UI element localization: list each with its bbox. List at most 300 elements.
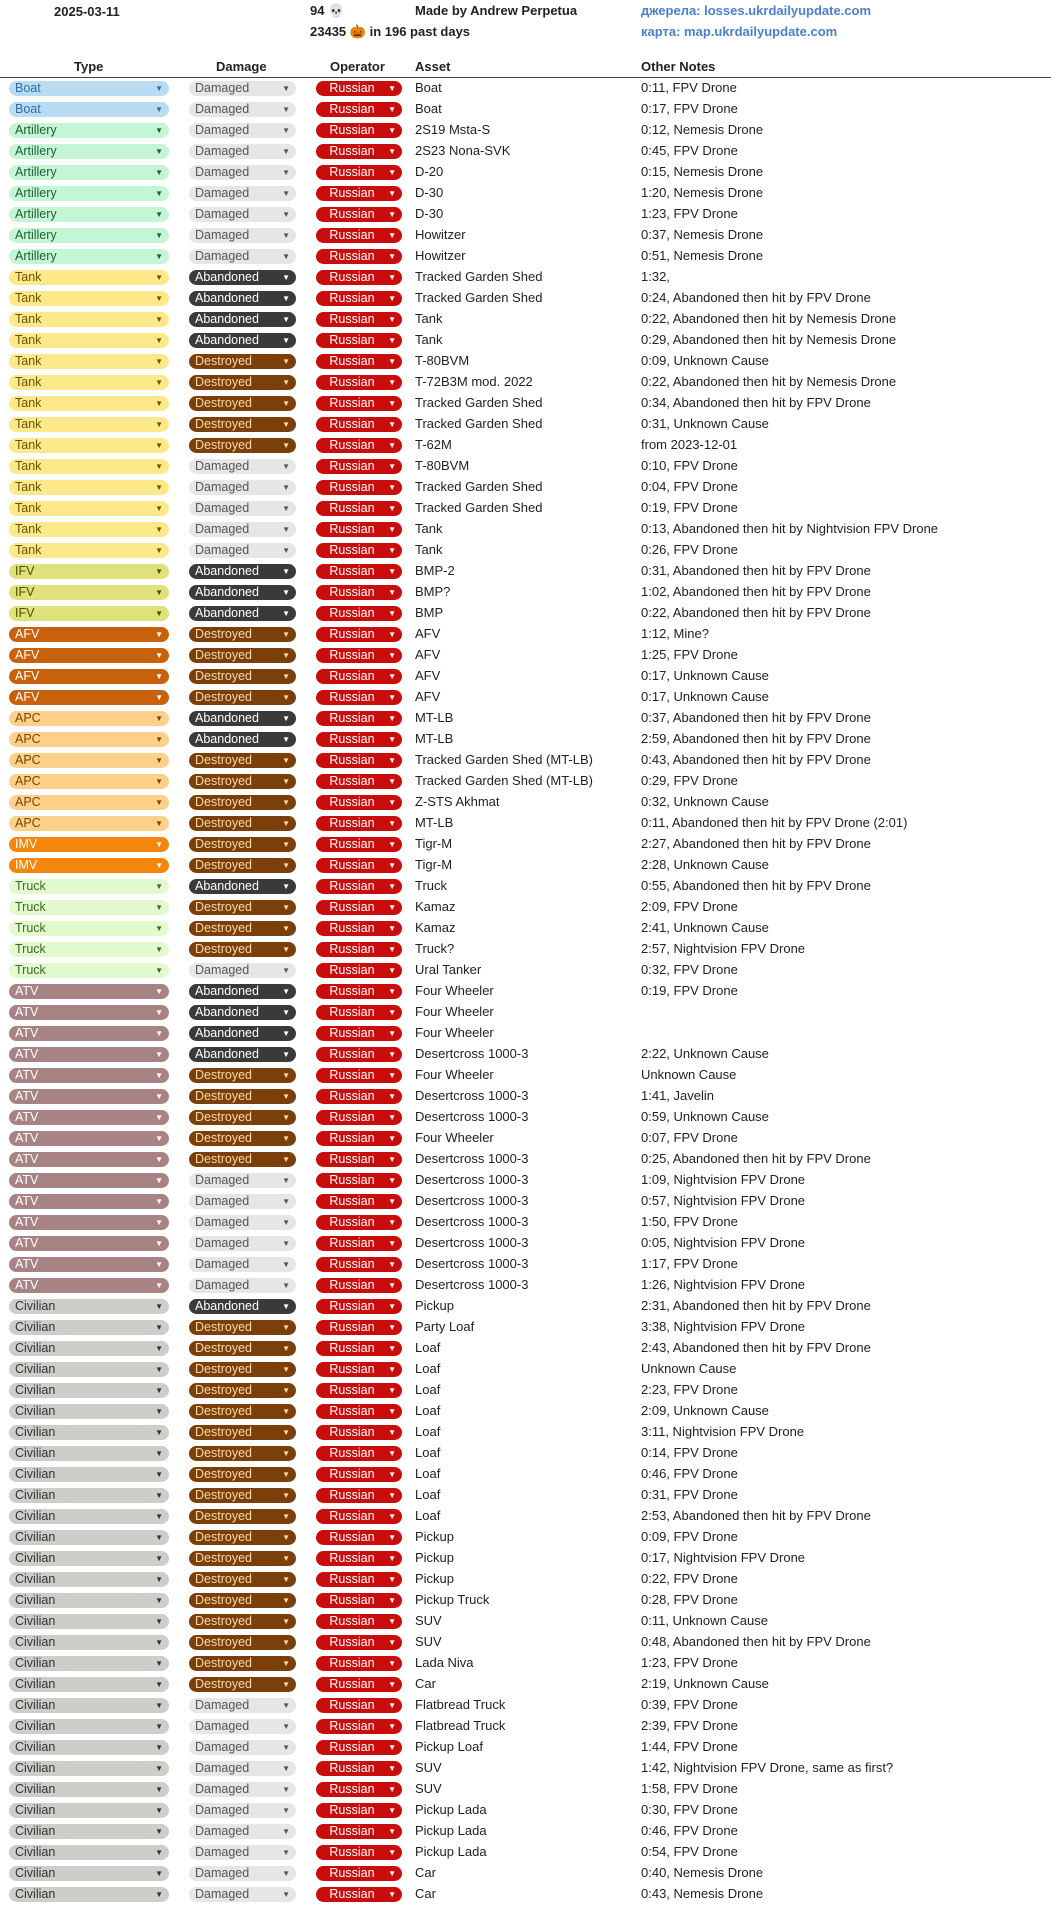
- operator-select[interactable]: [316, 291, 402, 306]
- damage-select[interactable]: [189, 102, 296, 117]
- damage-select[interactable]: [189, 291, 296, 306]
- operator-select[interactable]: [316, 1761, 402, 1776]
- notes-cell: 1:41, Javelin: [641, 1088, 714, 1103]
- damage-select-label: Damaged: [195, 1824, 250, 1838]
- damage-select[interactable]: [189, 585, 296, 600]
- type-select[interactable]: [9, 354, 169, 369]
- type-select[interactable]: [9, 375, 169, 390]
- map-link[interactable]: карта: map.ukrdailyupdate.com: [641, 24, 838, 39]
- type-select[interactable]: [9, 1383, 169, 1398]
- type-select[interactable]: [9, 774, 169, 789]
- damage-select[interactable]: [189, 1047, 296, 1062]
- damage-select[interactable]: [189, 1635, 296, 1650]
- type-select[interactable]: [9, 1362, 169, 1377]
- operator-select[interactable]: [316, 669, 402, 684]
- operator-select[interactable]: [316, 312, 402, 327]
- damage-select[interactable]: [189, 459, 296, 474]
- type-select[interactable]: [9, 1824, 169, 1839]
- type-select[interactable]: [9, 690, 169, 705]
- operator-select[interactable]: [316, 1278, 402, 1293]
- damage-select[interactable]: [189, 1215, 296, 1230]
- damage-select[interactable]: [189, 1194, 296, 1209]
- table-row: [0, 183, 1051, 204]
- type-select[interactable]: [9, 438, 169, 453]
- operator-select[interactable]: [316, 501, 402, 516]
- dropdown-arrow-icon: ▼: [282, 1575, 290, 1584]
- operator-select[interactable]: [316, 690, 402, 705]
- type-select[interactable]: [9, 1488, 169, 1503]
- dropdown-arrow-icon: ▼: [155, 1092, 163, 1101]
- type-select-label: Civilian: [15, 1887, 56, 1901]
- asset-cell: T-62M: [415, 437, 452, 452]
- asset-cell: Kamaz: [415, 920, 456, 935]
- operator-select[interactable]: [316, 417, 402, 432]
- type-select[interactable]: [9, 648, 169, 663]
- operator-select[interactable]: [316, 879, 402, 894]
- type-select[interactable]: [9, 585, 169, 600]
- operator-select[interactable]: [316, 774, 402, 789]
- damage-select[interactable]: [189, 375, 296, 390]
- operator-select[interactable]: [316, 1446, 402, 1461]
- damage-select[interactable]: [189, 1719, 296, 1734]
- type-select[interactable]: [9, 1467, 169, 1482]
- damage-select[interactable]: [189, 501, 296, 516]
- operator-select[interactable]: [316, 711, 402, 726]
- type-select[interactable]: [9, 1887, 169, 1902]
- type-select[interactable]: [9, 921, 169, 936]
- damage-select[interactable]: [189, 1866, 296, 1881]
- damage-select[interactable]: [189, 312, 296, 327]
- damage-select[interactable]: [189, 1845, 296, 1860]
- damage-select[interactable]: [189, 900, 296, 915]
- type-select[interactable]: [9, 1740, 169, 1755]
- damage-select[interactable]: [189, 1467, 296, 1482]
- operator-select[interactable]: [316, 732, 402, 747]
- operator-select[interactable]: [316, 1425, 402, 1440]
- damage-select[interactable]: [189, 1404, 296, 1419]
- type-select-label: Civilian: [15, 1614, 56, 1628]
- damage-select[interactable]: [189, 1656, 296, 1671]
- damage-select[interactable]: [189, 1551, 296, 1566]
- type-select-label: ATV: [15, 1047, 39, 1061]
- dropdown-arrow-icon: ▼: [282, 1197, 290, 1206]
- damage-select[interactable]: [189, 837, 296, 852]
- damage-select[interactable]: [189, 522, 296, 537]
- damage-select[interactable]: [189, 1446, 296, 1461]
- damage-select[interactable]: [189, 81, 296, 96]
- damage-select[interactable]: [189, 270, 296, 285]
- damage-select[interactable]: [189, 858, 296, 873]
- type-select[interactable]: [9, 1845, 169, 1860]
- type-select[interactable]: [9, 1278, 169, 1293]
- asset-cell: MT-LB: [415, 815, 454, 830]
- type-select[interactable]: [9, 186, 169, 201]
- operator-select[interactable]: [316, 1530, 402, 1545]
- operator-select[interactable]: [316, 1635, 402, 1650]
- dropdown-arrow-icon: ▼: [155, 777, 163, 786]
- type-select[interactable]: [9, 900, 169, 915]
- type-select[interactable]: [9, 837, 169, 852]
- operator-select[interactable]: [316, 270, 402, 285]
- damage-select[interactable]: [189, 879, 296, 894]
- damage-select[interactable]: [189, 396, 296, 411]
- damage-select[interactable]: [189, 816, 296, 831]
- damage-select[interactable]: [189, 438, 296, 453]
- type-select[interactable]: [9, 1005, 169, 1020]
- notes-cell: 3:38, Nightvision FPV Drone: [641, 1319, 806, 1334]
- damage-select[interactable]: [189, 1299, 296, 1314]
- damage-select[interactable]: [189, 795, 296, 810]
- notes-cell: 0:17, Nightvision FPV Drone: [641, 1550, 806, 1565]
- type-select[interactable]: [9, 1215, 169, 1230]
- type-select[interactable]: [9, 1299, 169, 1314]
- type-select[interactable]: [9, 984, 169, 999]
- damage-select[interactable]: [189, 1236, 296, 1251]
- type-select[interactable]: [9, 1089, 169, 1104]
- damage-select[interactable]: [189, 249, 296, 264]
- operator-select[interactable]: [316, 543, 402, 558]
- damage-select[interactable]: [189, 774, 296, 789]
- damage-select[interactable]: [189, 1593, 296, 1608]
- dropdown-arrow-icon: ▼: [388, 1638, 396, 1647]
- type-select[interactable]: [9, 501, 169, 516]
- damage-select[interactable]: [189, 1824, 296, 1839]
- type-select[interactable]: [9, 1551, 169, 1566]
- operator-select[interactable]: [316, 1719, 402, 1734]
- type-select[interactable]: [9, 144, 169, 159]
- damage-select[interactable]: [189, 1740, 296, 1755]
- sources-link[interactable]: джерела: losses.ukrdailyupdate.com: [641, 3, 872, 18]
- notes-cell: Unknown Cause: [641, 1361, 737, 1376]
- damage-select[interactable]: [189, 480, 296, 495]
- type-select[interactable]: [9, 1446, 169, 1461]
- type-select[interactable]: [9, 1404, 169, 1419]
- operator-select[interactable]: [316, 1404, 402, 1419]
- dropdown-arrow-icon: ▼: [282, 1617, 290, 1626]
- operator-select[interactable]: [316, 165, 402, 180]
- damage-select[interactable]: [189, 1509, 296, 1524]
- type-select[interactable]: [9, 1530, 169, 1545]
- type-select[interactable]: [9, 417, 169, 432]
- operator-select[interactable]: [316, 1698, 402, 1713]
- type-select[interactable]: [9, 1236, 169, 1251]
- damage-select[interactable]: [189, 1089, 296, 1104]
- operator-select[interactable]: [316, 1509, 402, 1524]
- type-select[interactable]: [9, 1509, 169, 1524]
- operator-select[interactable]: [316, 1215, 402, 1230]
- operator-select[interactable]: [316, 1362, 402, 1377]
- operator-select[interactable]: [316, 1572, 402, 1587]
- type-select[interactable]: [9, 291, 169, 306]
- damage-select[interactable]: [189, 1173, 296, 1188]
- type-select[interactable]: [9, 165, 169, 180]
- operator-select[interactable]: [316, 249, 402, 264]
- type-select[interactable]: [9, 1425, 169, 1440]
- damage-select[interactable]: [189, 690, 296, 705]
- type-select[interactable]: [9, 711, 169, 726]
- damage-select[interactable]: [189, 1341, 296, 1356]
- type-select[interactable]: [9, 732, 169, 747]
- dropdown-arrow-icon: ▼: [282, 1638, 290, 1647]
- operator-select[interactable]: [316, 858, 402, 873]
- damage-select[interactable]: [189, 1614, 296, 1629]
- damage-select[interactable]: [189, 648, 296, 663]
- type-select[interactable]: [9, 1341, 169, 1356]
- operator-select[interactable]: [316, 1047, 402, 1062]
- type-select[interactable]: [9, 228, 169, 243]
- damage-select[interactable]: [189, 732, 296, 747]
- type-select[interactable]: [9, 1635, 169, 1650]
- damage-select[interactable]: [189, 942, 296, 957]
- table-row: [0, 666, 1051, 687]
- type-select[interactable]: [9, 102, 169, 117]
- damage-select[interactable]: [189, 963, 296, 978]
- damage-select[interactable]: [189, 1278, 296, 1293]
- damage-select[interactable]: [189, 1005, 296, 1020]
- type-select[interactable]: [9, 606, 169, 621]
- table-row: [0, 729, 1051, 750]
- operator-select[interactable]: [316, 1467, 402, 1482]
- operator-select[interactable]: [316, 1551, 402, 1566]
- type-select[interactable]: [9, 1782, 169, 1797]
- damage-select[interactable]: [189, 1026, 296, 1041]
- operator-select[interactable]: [316, 837, 402, 852]
- damage-select[interactable]: [189, 1383, 296, 1398]
- operator-select[interactable]: [316, 921, 402, 936]
- type-select[interactable]: [9, 627, 169, 642]
- type-select[interactable]: [9, 312, 169, 327]
- type-select[interactable]: [9, 270, 169, 285]
- damage-select[interactable]: [189, 123, 296, 138]
- operator-select[interactable]: [316, 1593, 402, 1608]
- type-select[interactable]: [9, 1047, 169, 1062]
- dropdown-arrow-icon: ▼: [282, 1449, 290, 1458]
- type-select[interactable]: [9, 1257, 169, 1272]
- asset-cell: Desertcross 1000-3: [415, 1235, 529, 1250]
- operator-select[interactable]: [316, 1194, 402, 1209]
- type-select[interactable]: [9, 816, 169, 831]
- operator-select[interactable]: [316, 522, 402, 537]
- operator-select[interactable]: [316, 1005, 402, 1020]
- damage-select-label: Damaged: [195, 249, 250, 263]
- damage-select[interactable]: [189, 1677, 296, 1692]
- operator-select[interactable]: [316, 123, 402, 138]
- type-select[interactable]: [9, 1194, 169, 1209]
- operator-select[interactable]: [316, 1173, 402, 1188]
- damage-select[interactable]: [189, 417, 296, 432]
- type-select[interactable]: [9, 795, 169, 810]
- table-row: [0, 603, 1051, 624]
- damage-select[interactable]: [189, 564, 296, 579]
- type-select[interactable]: [9, 753, 169, 768]
- notes-cell: 0:07, FPV Drone: [641, 1130, 738, 1145]
- operator-select[interactable]: [316, 1257, 402, 1272]
- operator-select[interactable]: [316, 627, 402, 642]
- damage-select[interactable]: [189, 1698, 296, 1713]
- type-select[interactable]: [9, 1152, 169, 1167]
- damage-select[interactable]: [189, 1761, 296, 1776]
- damage-select[interactable]: [189, 606, 296, 621]
- asset-cell: Loaf: [415, 1424, 441, 1439]
- type-select[interactable]: [9, 543, 169, 558]
- damage-select[interactable]: [189, 1572, 296, 1587]
- type-select[interactable]: [9, 1719, 169, 1734]
- damage-select[interactable]: [189, 354, 296, 369]
- damage-select[interactable]: [189, 627, 296, 642]
- operator-select[interactable]: [316, 333, 402, 348]
- dropdown-arrow-icon: ▼: [282, 357, 290, 366]
- operator-select[interactable]: [316, 354, 402, 369]
- operator-select[interactable]: [316, 1824, 402, 1839]
- dropdown-arrow-icon: ▼: [282, 1386, 290, 1395]
- operator-select[interactable]: [316, 816, 402, 831]
- type-select[interactable]: [9, 333, 169, 348]
- operator-select[interactable]: [316, 1320, 402, 1335]
- type-select[interactable]: [9, 459, 169, 474]
- type-select[interactable]: [9, 480, 169, 495]
- damage-select[interactable]: [189, 921, 296, 936]
- type-select[interactable]: [9, 1677, 169, 1692]
- type-select[interactable]: [9, 522, 169, 537]
- operator-select[interactable]: [316, 585, 402, 600]
- operator-select[interactable]: [316, 480, 402, 495]
- operator-select[interactable]: [316, 1299, 402, 1314]
- damage-select[interactable]: [189, 669, 296, 684]
- type-select[interactable]: [9, 1572, 169, 1587]
- operator-select[interactable]: [316, 1803, 402, 1818]
- operator-select[interactable]: [316, 396, 402, 411]
- operator-select[interactable]: [316, 1068, 402, 1083]
- operator-select[interactable]: [316, 228, 402, 243]
- damage-select[interactable]: [189, 1362, 296, 1377]
- operator-select[interactable]: [316, 1131, 402, 1146]
- type-select[interactable]: [9, 1761, 169, 1776]
- dropdown-arrow-icon: ▼: [155, 840, 163, 849]
- period-count-value: 23435: [310, 24, 347, 39]
- damage-select[interactable]: [189, 165, 296, 180]
- operator-select[interactable]: [316, 1488, 402, 1503]
- type-select[interactable]: [9, 396, 169, 411]
- damage-select[interactable]: [189, 753, 296, 768]
- damage-select[interactable]: [189, 1488, 296, 1503]
- operator-select[interactable]: [316, 1866, 402, 1881]
- operator-select[interactable]: [316, 795, 402, 810]
- damage-select[interactable]: [189, 1530, 296, 1545]
- damage-select[interactable]: [189, 1803, 296, 1818]
- type-select[interactable]: [9, 207, 169, 222]
- damage-select[interactable]: [189, 984, 296, 999]
- type-select[interactable]: [9, 858, 169, 873]
- operator-select[interactable]: [316, 81, 402, 96]
- type-select-label: IMV: [15, 837, 38, 851]
- type-select[interactable]: [9, 1110, 169, 1125]
- operator-select[interactable]: [316, 102, 402, 117]
- type-select[interactable]: [9, 1026, 169, 1041]
- operator-select[interactable]: [316, 1677, 402, 1692]
- type-select[interactable]: [9, 942, 169, 957]
- type-select[interactable]: [9, 963, 169, 978]
- operator-select[interactable]: [316, 1110, 402, 1125]
- operator-select[interactable]: [316, 1887, 402, 1902]
- damage-select[interactable]: [189, 186, 296, 201]
- operator-select[interactable]: [316, 648, 402, 663]
- operator-select[interactable]: [316, 1383, 402, 1398]
- operator-select[interactable]: [316, 963, 402, 978]
- type-select[interactable]: [9, 1656, 169, 1671]
- type-select[interactable]: [9, 669, 169, 684]
- operator-select[interactable]: [316, 1845, 402, 1860]
- damage-select-label: Destroyed: [195, 417, 252, 431]
- type-select-label: Boat: [15, 102, 41, 116]
- operator-select[interactable]: [316, 438, 402, 453]
- damage-select[interactable]: [189, 207, 296, 222]
- damage-select[interactable]: [189, 1887, 296, 1902]
- damage-select[interactable]: [189, 144, 296, 159]
- operator-select[interactable]: [316, 900, 402, 915]
- operator-select[interactable]: [316, 1026, 402, 1041]
- type-select[interactable]: [9, 249, 169, 264]
- damage-select[interactable]: [189, 1257, 296, 1272]
- operator-select[interactable]: [316, 942, 402, 957]
- damage-select[interactable]: [189, 1068, 296, 1083]
- type-select[interactable]: [9, 1803, 169, 1818]
- damage-select[interactable]: [189, 1152, 296, 1167]
- operator-select[interactable]: [316, 753, 402, 768]
- type-select[interactable]: [9, 1173, 169, 1188]
- type-select[interactable]: [9, 1320, 169, 1335]
- damage-select[interactable]: [189, 333, 296, 348]
- type-select[interactable]: [9, 81, 169, 96]
- operator-select[interactable]: [316, 459, 402, 474]
- operator-select[interactable]: [316, 564, 402, 579]
- operator-select[interactable]: [316, 1782, 402, 1797]
- damage-select[interactable]: [189, 543, 296, 558]
- operator-select[interactable]: [316, 1341, 402, 1356]
- notes-cell: 0:29, FPV Drone: [641, 773, 738, 788]
- type-select[interactable]: [9, 123, 169, 138]
- operator-select[interactable]: [316, 1614, 402, 1629]
- damage-select[interactable]: [189, 1782, 296, 1797]
- damage-select[interactable]: [189, 1320, 296, 1335]
- operator-select[interactable]: [316, 1740, 402, 1755]
- damage-select[interactable]: [189, 711, 296, 726]
- type-select[interactable]: [9, 1866, 169, 1881]
- type-select[interactable]: [9, 1068, 169, 1083]
- operator-select[interactable]: [316, 984, 402, 999]
- damage-select[interactable]: [189, 1131, 296, 1146]
- damage-select[interactable]: [189, 1425, 296, 1440]
- operator-select[interactable]: [316, 207, 402, 222]
- type-select[interactable]: [9, 1614, 169, 1629]
- operator-select[interactable]: [316, 606, 402, 621]
- operator-select[interactable]: [316, 1152, 402, 1167]
- type-select[interactable]: [9, 564, 169, 579]
- dropdown-arrow-icon: ▼: [155, 1890, 163, 1899]
- type-select[interactable]: [9, 1593, 169, 1608]
- operator-select[interactable]: [316, 1089, 402, 1104]
- dropdown-arrow-icon: ▼: [388, 1491, 396, 1500]
- operator-select[interactable]: [316, 1236, 402, 1251]
- operator-select[interactable]: [316, 144, 402, 159]
- type-select[interactable]: [9, 1698, 169, 1713]
- type-select[interactable]: [9, 879, 169, 894]
- type-select[interactable]: [9, 1131, 169, 1146]
- operator-select[interactable]: [316, 375, 402, 390]
- operator-select[interactable]: [316, 1656, 402, 1671]
- damage-select[interactable]: [189, 228, 296, 243]
- operator-select[interactable]: [316, 186, 402, 201]
- damage-select[interactable]: [189, 1110, 296, 1125]
